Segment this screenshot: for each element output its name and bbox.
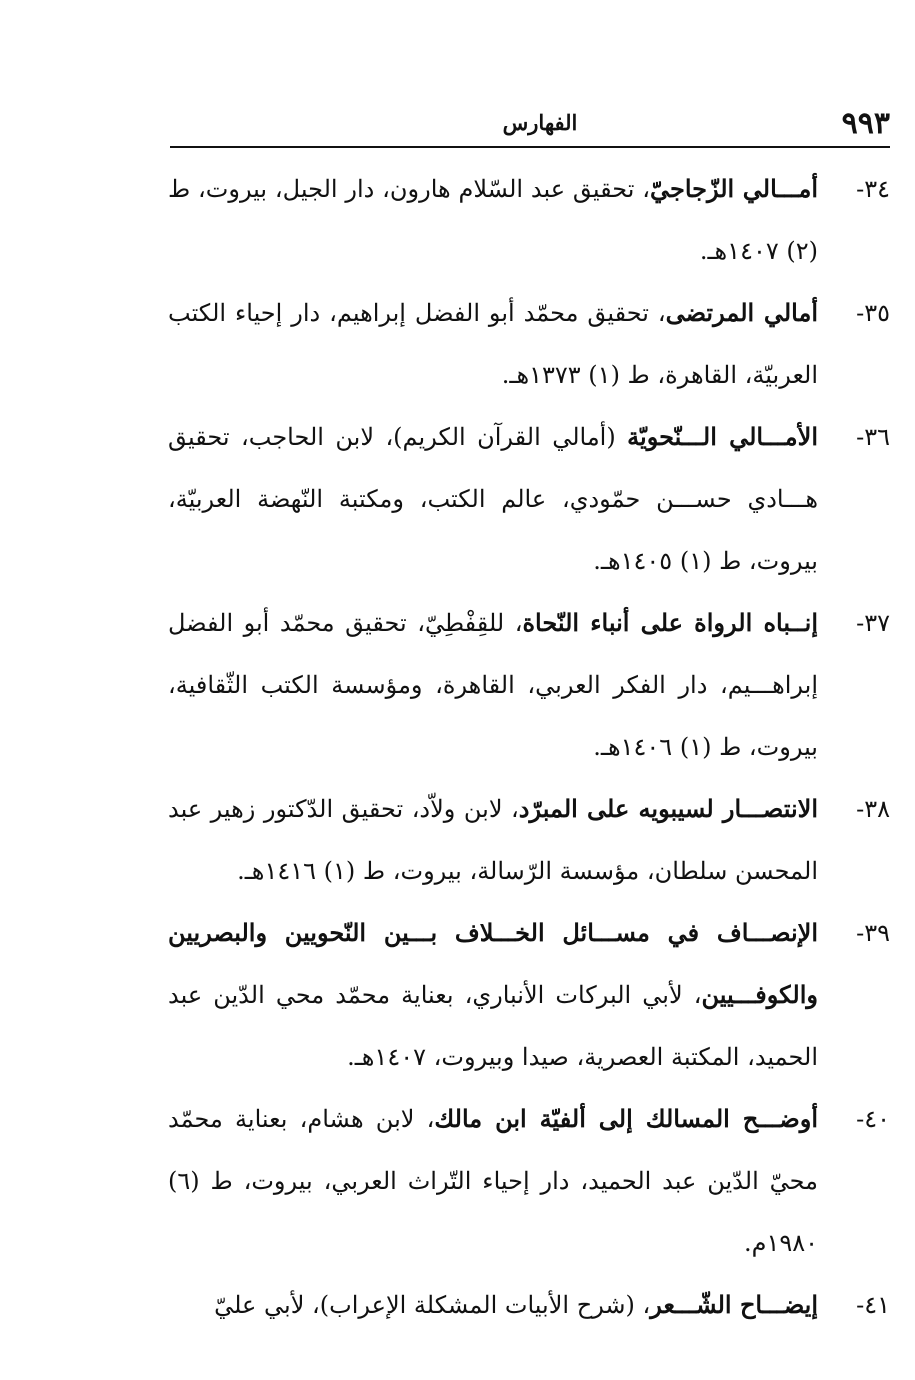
entry-details: ، لابن هشام، بعناية محمّد محيّ الدّين عبد الحميد، دار إحياء التّراث العربي، بيروت، ط (٦) ١٩٨٠م. bbox=[168, 1105, 818, 1257]
bibliography-entry-37 bbox=[168, 592, 890, 778]
entry-details: ، للقِفْطِيّ، تحقيق محمّد أبو الفضل إبراهـــيم، دار الفكر العربي، القاهرة، ومؤسسة الكتب الثّقافية، بيروت، ط (١) ١٤٠٦هـ. bbox=[168, 609, 818, 761]
entry-title: أوضـــح المسالك إلى ألفيّة ابن مالك bbox=[434, 1104, 819, 1133]
entry-details: ، لابن ولاّد، تحقيق الدّكتور زهير عبد المحسن سلطان، مؤسسة الرّسالة، بيروت، ط (١) ١٤١٦هـ. bbox=[168, 795, 818, 885]
entry-body bbox=[168, 592, 818, 778]
running-title: الفهارس bbox=[502, 110, 578, 135]
entry-details: ، (شرح الأبيات المشكلة الإعراب)، لأبي عليّ bbox=[214, 1291, 651, 1319]
entry-number: ٣٤- bbox=[856, 175, 890, 203]
entry-title: أمـــالي الزّجاجيّ bbox=[650, 174, 819, 203]
entry-title: إيضـــاح الشّـــعر bbox=[650, 1290, 818, 1319]
bibliography-entry-40 bbox=[168, 1088, 890, 1274]
entry-title: الانتصـــار لسيبويه على المبرّد bbox=[518, 794, 819, 823]
entry-body bbox=[168, 158, 818, 282]
bibliography-list bbox=[168, 158, 890, 1336]
entry-number: ٣٩- bbox=[856, 919, 890, 947]
entry-body bbox=[168, 282, 818, 406]
bibliography-entry-36 bbox=[168, 406, 890, 592]
entry-number: ٤١- bbox=[856, 1291, 890, 1319]
entry-details: ، لأبي البركات الأنباري، بعناية محمّد محي الدّين عبد الحميد، المكتبة العصرية، صيدا وبيروت، ١٤٠٧هـ. bbox=[168, 981, 818, 1071]
entry-details: ، تحقيق عبد السّلام هارون، دار الجيل، بيروت، ط (٢) ١٤٠٧هـ. bbox=[168, 175, 818, 265]
bibliography-entry-34 bbox=[168, 158, 890, 282]
entry-title: أمالي المرتضى bbox=[665, 298, 818, 327]
bibliography-entry-39 bbox=[168, 902, 890, 1088]
entry-body bbox=[168, 1274, 818, 1336]
page-number: ٩٩٣ bbox=[841, 106, 890, 141]
entry-title: إنــباه الرواة على أنباء النّحاة bbox=[522, 608, 818, 637]
bibliography-entry-41 bbox=[168, 1274, 890, 1336]
entry-title: الإنصـــاف في مســـائل الخـــلاف بـــين النّحويين والبصريين والكوفـــيين bbox=[168, 918, 818, 1009]
entry-body bbox=[168, 778, 818, 902]
entry-details: ، تحقيق محمّد أبو الفضل إبراهيم، دار إحياء الكتب العربيّة، القاهرة، ط (١) ١٣٧٣هـ. bbox=[168, 299, 818, 389]
entry-number: ٣٧- bbox=[856, 609, 890, 637]
entry-title: الأمـــالي الـــنّحويّة bbox=[627, 422, 819, 451]
entry-number: ٣٥- bbox=[856, 299, 890, 327]
page-header bbox=[170, 100, 890, 148]
entry-details: (أمالي القرآن الكريم)، لابن الحاجب، تحقيق هـــادي حســـن حمّودي، عالم الكتب، ومكتبة النّهضة العربيّة، بيروت، ط (١) ١٤٠٥هـ. bbox=[168, 423, 818, 575]
bibliography-entry-38 bbox=[168, 778, 890, 902]
entry-number: ٣٨- bbox=[856, 795, 890, 823]
bibliography-entry-35 bbox=[168, 282, 890, 406]
entry-number: ٤٠- bbox=[856, 1105, 890, 1133]
entry-body bbox=[168, 406, 818, 592]
entry-number: ٣٦- bbox=[856, 423, 890, 451]
entry-body bbox=[168, 902, 818, 1088]
entry-body bbox=[168, 1088, 818, 1274]
